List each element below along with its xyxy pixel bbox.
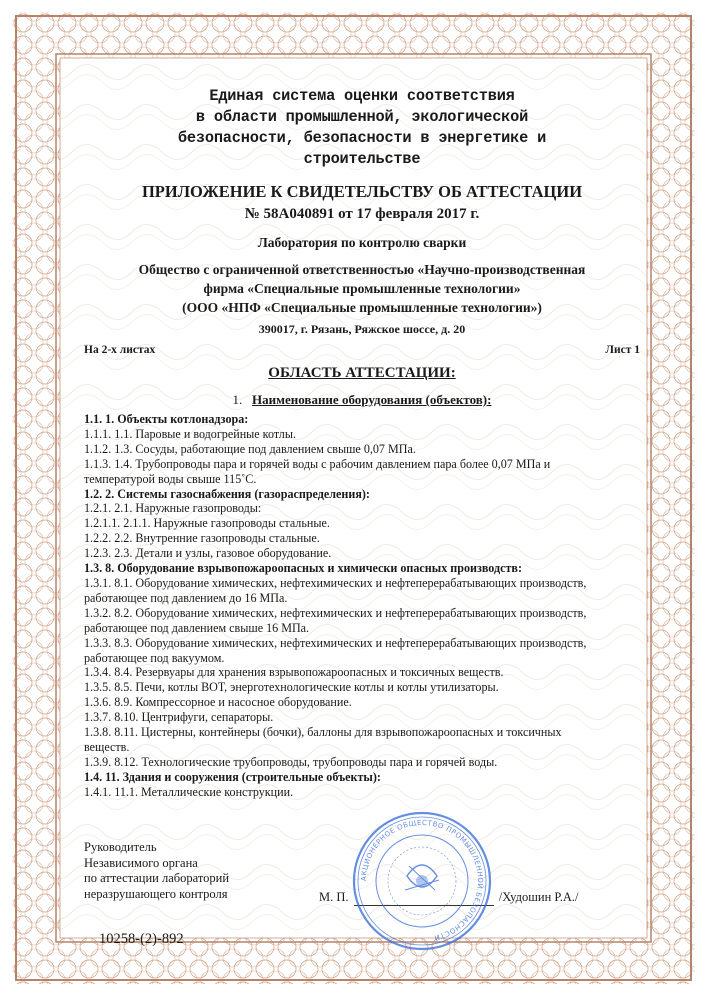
section-title: Наименование оборудования (объектов): (252, 392, 492, 407)
section-heading (84, 391, 640, 408)
list-item: 1.1.2. 1.3. Сосуды, работающие под давлением свыше 0,07 МПа. (84, 441, 416, 456)
list-item: 1.1.3. 1.4. Трубопроводы пара и горячей воды с рабочим давлением пара более 0,07 МПа и (84, 456, 551, 471)
list-item: 1.3.6. 8.9. Компрессорное и насосное оборудование. (84, 695, 352, 710)
organization-line: Общество с ограниченной ответственностью «Научно-производственная (138, 262, 586, 277)
list-item: 1.4.1. 11.1. Металлические конструкции. (84, 784, 294, 799)
seal-place-label: М. П. (319, 890, 349, 904)
total-sheets: На 2-х листах (84, 344, 156, 356)
list-item: 1.3.9. 8.12. Технологические трубопроводы, трубопроводы пара и горячей воды. (84, 754, 498, 769)
stamp-text: АКЦИОНЕРНОЕ ОБЩЕСТВО ПРОМЫШЛЕННОЙ БЕЗОПАСНОСТИ (359, 818, 485, 942)
current-sheet: Лист 1 (605, 344, 640, 356)
organization-address: 390017, г. Рязань, Ряжское шоссе, д. 20 (258, 322, 466, 336)
list-item: температурой воды свыше 115˚С. (84, 471, 257, 486)
header-line: безопасности, безопасности в энергетике и (177, 129, 547, 147)
sheet-info (84, 343, 640, 357)
list-item: 1.2.2. 2.2. Внутренние газопроводы стальные. (84, 531, 320, 546)
section-number: 1. (232, 392, 243, 407)
laboratory-name: Лаборатория по контролю сварки (257, 235, 467, 250)
certificate-number: № 58А040891 от 17 февраля 2017 г. (244, 206, 480, 222)
list-item: 1.2.1.1. 2.1.1. Наружные газопроводы стальные. (84, 516, 330, 531)
list-item: 1.1.1. 1.1. Паровые и водогрейные котлы. (84, 426, 296, 441)
list-item: 1.2.3. 2.3. Детали и узлы, газовое оборудование. (84, 546, 332, 561)
list-item: работающее под давлением до 16 МПа. (84, 590, 288, 605)
list-item: 1.3.4. 8.4. Резервуары для хранения взрывопожароопасных и токсичных веществ. (84, 665, 504, 680)
role-line: Руководитель (84, 840, 157, 854)
list-item: 1.4. 11. Здания и сооружения (строительные объекты): (84, 769, 381, 784)
list-item: 1.3.2. 8.2. Оборудование химических, нефтехимических и нефтеперерабатывающих производств, (84, 605, 587, 620)
list-item: 1.3.3. 8.3. Оборудование химических, нефтехимических и нефтеперерабатывающих производств, (84, 635, 587, 650)
role-line: по аттестации лабораторий (84, 871, 230, 885)
list-item: 1.3.5. 8.5. Печи, котлы ВОТ, энерготехнологические котлы и котлы утилизаторы. (84, 680, 499, 695)
equipment-list (84, 412, 640, 800)
role-line: неразрушающего контроля (84, 886, 228, 901)
list-item: 1.3.8. 8.11. Цистерны, контейнеры (бочки), баллоны для взрывопожароопасных и токсичных (84, 725, 562, 740)
organization-name (84, 260, 640, 317)
scope-title: ОБЛАСТЬ АТТЕСТАЦИИ: (268, 365, 456, 381)
header-line: строительстве (303, 150, 421, 168)
list-item: 1.2. 2. Системы газоснабжения (газораспределения): (84, 486, 370, 501)
list-item: 1.3. 8. Оборудование взрывопожароопасных и химически опасных производств: (84, 561, 522, 576)
header-line: в области промышленной, экологической (195, 108, 529, 126)
list-item: работающее под вакуумом. (84, 650, 225, 665)
list-item: 1.1. 1. Объекты котлонадзора: (84, 412, 249, 426)
document-body (84, 86, 640, 800)
list-item: веществ. (84, 739, 130, 754)
official-stamp (347, 806, 497, 956)
list-item: 1.3.1. 8.1. Оборудование химических, нефтехимических и нефтеперерабатывающих производств, (84, 575, 587, 590)
document-title: ПРИЛОЖЕНИЕ К СВИДЕТЕЛЬСТВУ ОБ АТТЕСТАЦИИ (141, 182, 583, 201)
registration-number: 10258-(2)-892 (99, 931, 184, 947)
organization-line: фирма «Специальные промышленные технологии» (203, 281, 521, 296)
header-line: Единая система оценки соответствия (209, 87, 515, 105)
role-line: Независимого органа (84, 855, 198, 870)
organization-line: (ООО «НПФ «Специальные промышленные технологии») (182, 300, 542, 315)
signatory-name: /Худошин Р.А./ (498, 890, 579, 904)
certification-system-header (84, 86, 640, 170)
list-item: 1.3.7. 8.10. Центрифуги, сепараторы. (84, 710, 274, 725)
list-item: 1.2.1. 2.1. Наружные газопроводы: (84, 501, 262, 516)
list-item: работающее под давлением свыше 16 МПа. (84, 620, 310, 635)
